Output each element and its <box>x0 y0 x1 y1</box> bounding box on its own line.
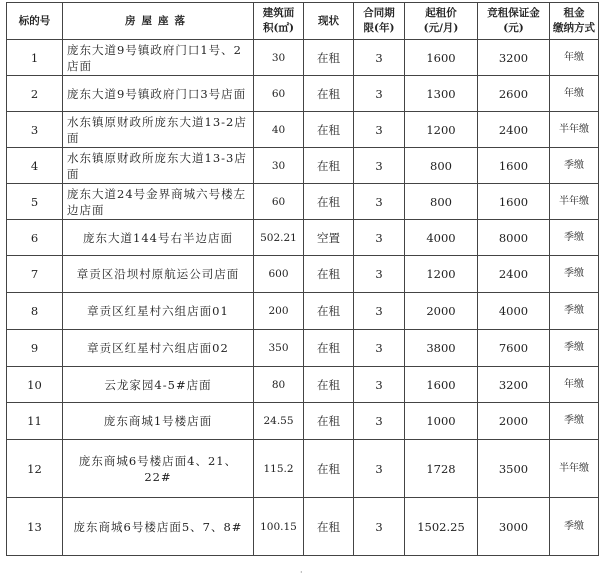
cell-area: 600 <box>254 256 304 293</box>
cell-payment: 季缴 <box>550 330 599 367</box>
cell-term: 3 <box>354 367 405 403</box>
cell-address: 庞东商城6号楼店面4、21、22# <box>63 440 254 498</box>
rental-listing-table <box>6 2 599 556</box>
header-area <box>254 3 304 40</box>
cell-status: 在租 <box>304 293 354 330</box>
cell-term: 3 <box>354 256 405 293</box>
cell-payment: 季缴 <box>550 256 599 293</box>
header-lot-number: 标的号 <box>7 3 63 40</box>
header-deposit-line1: 竞租保证金 <box>487 7 540 19</box>
cell-deposit: 4000 <box>478 293 550 330</box>
cell-status: 在租 <box>304 403 354 440</box>
cell-area: 80 <box>254 367 304 403</box>
cell-status: 在租 <box>304 112 354 148</box>
cell-status: 在租 <box>304 40 354 76</box>
cell-address: 庞东大道144号右半边店面 <box>63 220 254 256</box>
cell-status: 在租 <box>304 256 354 293</box>
cell-lot-number: 6 <box>7 220 63 256</box>
header-deposit <box>478 3 550 40</box>
cell-address: 水东镇原财政所庞东大道13-2店面 <box>63 112 254 148</box>
table-row <box>7 403 599 440</box>
cell-address: 庞东大道24号金界商城六号楼左边店面 <box>63 184 254 220</box>
cell-status: 在租 <box>304 184 354 220</box>
cell-term: 3 <box>354 112 405 148</box>
cell-area: 60 <box>254 76 304 112</box>
cell-deposit: 3200 <box>478 40 550 76</box>
cell-area: 502.21 <box>254 220 304 256</box>
header-address: 房屋座落 <box>63 3 254 40</box>
cell-term: 3 <box>354 293 405 330</box>
cell-start-rent: 4000 <box>405 220 478 256</box>
cell-lot-number: 7 <box>7 256 63 293</box>
header-start-rent <box>405 3 478 40</box>
header-status: 现状 <box>304 3 354 40</box>
cell-deposit: 3500 <box>478 440 550 498</box>
cell-address: 水东镇原财政所庞东大道13-3店面 <box>63 148 254 184</box>
header-start-rent-line1: 起租价 <box>425 7 457 19</box>
table-row <box>7 40 599 76</box>
cell-status: 在租 <box>304 367 354 403</box>
cell-term: 3 <box>354 184 405 220</box>
cell-term: 3 <box>354 403 405 440</box>
cell-term: 3 <box>354 440 405 498</box>
cell-start-rent: 800 <box>405 148 478 184</box>
cell-lot-number: 11 <box>7 403 63 440</box>
cell-status: 在租 <box>304 148 354 184</box>
cell-area: 200 <box>254 293 304 330</box>
cell-address: 章贡区红星村六组店面02 <box>63 330 254 367</box>
cell-lot-number: 4 <box>7 148 63 184</box>
cell-lot-number: 3 <box>7 112 63 148</box>
cell-lot-number: 13 <box>7 498 63 556</box>
table-row <box>7 112 599 148</box>
header-term-line1: 合同期 <box>363 7 395 19</box>
cell-start-rent: 1200 <box>405 112 478 148</box>
cell-address: 章贡区红星村六组店面01 <box>63 293 254 330</box>
cell-lot-number: 8 <box>7 293 63 330</box>
cell-status: 空置 <box>304 220 354 256</box>
cell-payment: 年缴 <box>550 40 599 76</box>
header-term <box>354 3 405 40</box>
header-start-rent-line2: (元/月) <box>423 22 459 34</box>
cell-deposit: 1600 <box>478 184 550 220</box>
cell-area: 30 <box>254 40 304 76</box>
header-payment-line2: 缴纳方式 <box>553 22 595 34</box>
cell-payment: 年缴 <box>550 367 599 403</box>
table-row <box>7 293 599 330</box>
cell-start-rent: 3800 <box>405 330 478 367</box>
cell-lot-number: 1 <box>7 40 63 76</box>
table-header-row <box>7 3 599 40</box>
cell-status: 在租 <box>304 440 354 498</box>
cell-area: 24.55 <box>254 403 304 440</box>
cell-term: 3 <box>354 220 405 256</box>
cell-deposit: 7600 <box>478 330 550 367</box>
cell-area: 60 <box>254 184 304 220</box>
cell-deposit: 8000 <box>478 220 550 256</box>
cell-deposit: 2600 <box>478 76 550 112</box>
cell-payment: 季缴 <box>550 293 599 330</box>
cell-start-rent: 1000 <box>405 403 478 440</box>
table-row <box>7 440 599 498</box>
table-row <box>7 367 599 403</box>
header-payment-line1: 租金 <box>563 7 585 19</box>
header-area-line1: 建筑面 <box>262 7 295 19</box>
page-footer-mark: · <box>300 568 303 577</box>
cell-start-rent: 1600 <box>405 367 478 403</box>
header-term-line2: 限(年) <box>363 22 395 34</box>
cell-deposit: 2400 <box>478 256 550 293</box>
cell-payment: 半年缴 <box>550 184 599 220</box>
cell-start-rent: 800 <box>405 184 478 220</box>
cell-area: 40 <box>254 112 304 148</box>
cell-payment: 季缴 <box>550 220 599 256</box>
cell-area: 30 <box>254 148 304 184</box>
cell-address: 云龙家园4-5#店面 <box>63 367 254 403</box>
table-row <box>7 220 599 256</box>
cell-start-rent: 1200 <box>405 256 478 293</box>
cell-deposit: 3200 <box>478 367 550 403</box>
cell-deposit: 2400 <box>478 112 550 148</box>
cell-deposit: 2000 <box>478 403 550 440</box>
cell-area: 350 <box>254 330 304 367</box>
cell-area: 100.15 <box>254 498 304 556</box>
cell-status: 在租 <box>304 330 354 367</box>
cell-deposit: 1600 <box>478 148 550 184</box>
table-row <box>7 256 599 293</box>
cell-lot-number: 5 <box>7 184 63 220</box>
cell-status: 在租 <box>304 76 354 112</box>
cell-lot-number: 2 <box>7 76 63 112</box>
table-row <box>7 498 599 556</box>
cell-start-rent: 2000 <box>405 293 478 330</box>
cell-term: 3 <box>354 330 405 367</box>
cell-area: 115.2 <box>254 440 304 498</box>
cell-payment: 年缴 <box>550 76 599 112</box>
cell-term: 3 <box>354 498 405 556</box>
cell-lot-number: 10 <box>7 367 63 403</box>
cell-payment: 季缴 <box>550 498 599 556</box>
cell-term: 3 <box>354 148 405 184</box>
cell-address: 庞东大道9号镇政府门口1号、2店面 <box>63 40 254 76</box>
cell-payment: 季缴 <box>550 148 599 184</box>
header-area-line2: 积(㎡) <box>263 22 294 34</box>
cell-deposit: 3000 <box>478 498 550 556</box>
cell-address: 庞东商城6号楼店面5、7、8# <box>63 498 254 556</box>
cell-lot-number: 12 <box>7 440 63 498</box>
cell-payment: 半年缴 <box>550 440 599 498</box>
cell-address: 庞东商城1号楼店面 <box>63 403 254 440</box>
cell-term: 3 <box>354 76 405 112</box>
cell-payment: 季缴 <box>550 403 599 440</box>
table-row <box>7 184 599 220</box>
table-row <box>7 148 599 184</box>
table-row <box>7 330 599 367</box>
table-row <box>7 76 599 112</box>
cell-address: 章贡区沿坝村原航运公司店面 <box>63 256 254 293</box>
cell-status: 在租 <box>304 498 354 556</box>
cell-start-rent: 1728 <box>405 440 478 498</box>
cell-start-rent: 1300 <box>405 76 478 112</box>
cell-payment: 半年缴 <box>550 112 599 148</box>
cell-start-rent: 1502.25 <box>405 498 478 556</box>
cell-address: 庞东大道9号镇政府门口3号店面 <box>63 76 254 112</box>
header-deposit-line2: (元) <box>503 22 524 34</box>
header-payment <box>550 3 599 40</box>
cell-term: 3 <box>354 40 405 76</box>
cell-start-rent: 1600 <box>405 40 478 76</box>
cell-lot-number: 9 <box>7 330 63 367</box>
